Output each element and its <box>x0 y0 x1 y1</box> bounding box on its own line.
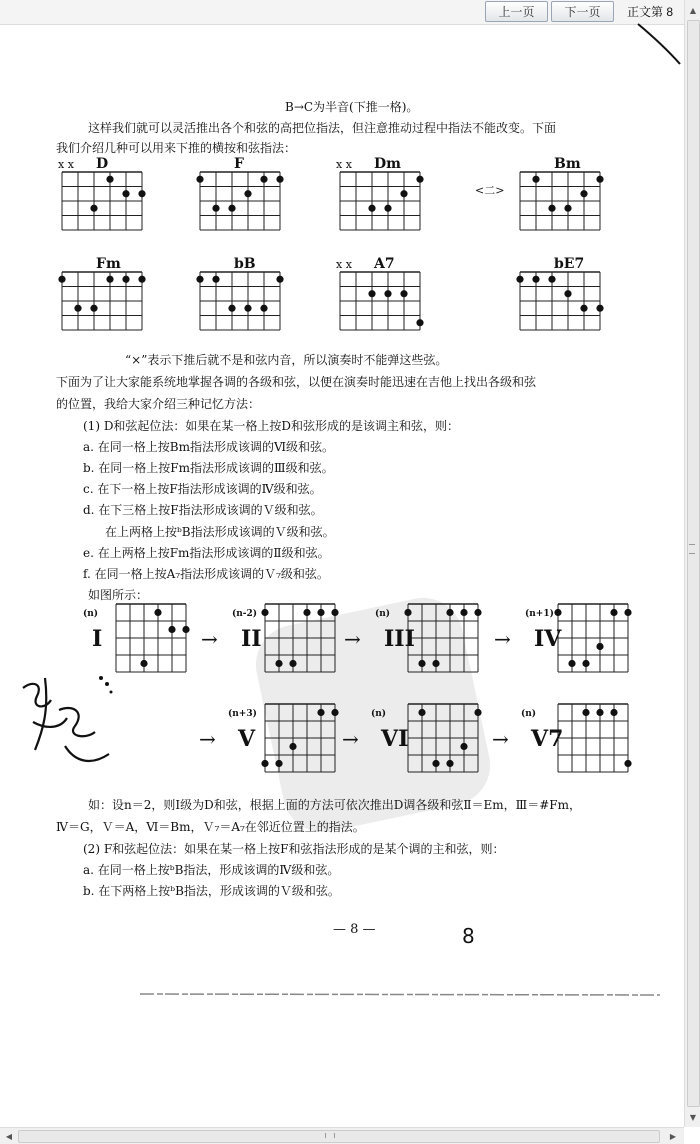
finger-dot <box>532 176 539 183</box>
fret-position-label: (n) <box>375 609 391 619</box>
fretboard-grid <box>558 704 628 772</box>
finger-dot <box>516 276 523 283</box>
finger-dot <box>564 290 571 297</box>
finger-dot <box>275 660 282 667</box>
para2-line-2: 的位置，我给大家介绍三种记忆方法： <box>56 397 261 411</box>
finger-dot <box>368 205 375 212</box>
fretboard-grid <box>200 172 280 230</box>
fretboard-grid <box>265 704 335 772</box>
method2-heading: (2) F和弦起位法：如果在某一格上按F和弦指法形成的是某个调的主和弦，则： <box>83 842 505 856</box>
bottom-scan-line <box>140 990 660 998</box>
finger-dot <box>138 276 145 283</box>
finger-dot <box>261 609 268 616</box>
method2-item: a. 在同一格上按ᵇB指法，形成该调的Ⅳ级和弦。 <box>83 863 340 877</box>
finger-dot <box>384 290 391 297</box>
finger-dot <box>474 609 481 616</box>
fret-position-label: (n) <box>371 709 387 719</box>
arrow-icon: → <box>199 727 216 751</box>
finger-dot <box>568 660 575 667</box>
finger-dot <box>580 190 587 197</box>
finger-dot <box>276 176 283 183</box>
finger-dot <box>416 176 423 183</box>
finger-dot <box>228 305 235 312</box>
finger-dot <box>446 609 453 616</box>
finger-dot <box>90 205 97 212</box>
fretboard-grid <box>265 604 335 672</box>
finger-dot <box>106 276 113 283</box>
horizontal-scrollbar[interactable] <box>0 1127 684 1144</box>
chord-label: bE7 <box>554 256 585 272</box>
finger-dot <box>182 626 189 633</box>
scroll-grip-icon <box>689 544 695 554</box>
degree-label: VI <box>381 726 409 752</box>
vertical-scroll-thumb[interactable] <box>687 20 700 1107</box>
fretboard-grid <box>520 172 600 230</box>
arrow-icon: → <box>494 627 511 651</box>
fret-position-label: (n+3) <box>228 709 257 719</box>
example-line-2: Ⅳ＝G，Ｖ＝A，Ⅵ＝Bm，Ｖ₇＝A₇在邻近位置上的指法。 <box>56 820 365 834</box>
scroll-down-icon[interactable]: ▼ <box>689 1112 697 1122</box>
chord-label: Fm <box>96 256 121 272</box>
arrow-icon: → <box>344 627 361 651</box>
mute-marks: x x <box>336 158 352 171</box>
finger-dot <box>404 609 411 616</box>
finger-dot <box>368 290 375 297</box>
finger-dot <box>460 743 467 750</box>
degree-label: V <box>238 726 256 752</box>
fretboard-grid <box>340 172 420 230</box>
fretboard-grid <box>408 704 478 772</box>
finger-dot <box>261 760 268 767</box>
method1-item: c. 在下一格上按F指法形成该调的Ⅳ级和弦。 <box>83 482 322 496</box>
finger-dot <box>400 190 407 197</box>
finger-dot <box>275 760 282 767</box>
note-line: “×”表示下推后就不是和弦内音，所以演奏时不能弹这些弦。 <box>125 353 448 367</box>
prev-page-button[interactable]: 上一页 <box>485 1 548 22</box>
finger-dot <box>331 609 338 616</box>
intro-line-2: 我们介绍几种可以用来下推的横按和弦指法： <box>56 141 297 155</box>
figure-caption: 如图所示： <box>88 588 149 602</box>
finger-dot <box>331 709 338 716</box>
method1-item: b. 在同一格上按Fm指法形成该调的Ⅲ级和弦。 <box>83 461 334 475</box>
finger-dot <box>548 205 555 212</box>
arrow-icon: → <box>342 727 359 751</box>
finger-dot <box>582 660 589 667</box>
finger-dot <box>416 319 423 326</box>
equiv-symbol: <二> <box>475 184 505 197</box>
example-line-1: 如：设n＝2，则Ⅰ级为D和弦，根据上面的方法可依次推出D调各级和弦Ⅱ＝Em，Ⅲ＝#Fm， <box>88 798 581 812</box>
scroll-up-icon[interactable]: ▲ <box>689 5 697 15</box>
finger-dot <box>244 190 251 197</box>
finger-dot <box>244 305 251 312</box>
method2-item: b. 在下两格上按ᵇB指法，形成该调的Ｖ级和弦。 <box>83 884 340 898</box>
finger-dot <box>317 609 324 616</box>
finger-dot <box>532 276 539 283</box>
finger-dot <box>432 760 439 767</box>
finger-dot <box>596 643 603 650</box>
fret-position-label: (n) <box>521 709 537 719</box>
finger-dot <box>168 626 175 633</box>
finger-dot <box>276 276 283 283</box>
finger-dot <box>212 205 219 212</box>
para2-line-1: 下面为了让大家能系统地掌握各调的各级和弦，以便在演奏时能迅速在吉他上找出各级和弦 <box>56 375 537 389</box>
finger-dot <box>122 190 129 197</box>
fretboard-grid <box>200 272 280 330</box>
finger-dot <box>106 176 113 183</box>
finger-dot <box>154 609 161 616</box>
finger-dot <box>582 709 589 716</box>
fretboard-grid <box>408 604 478 672</box>
finger-dot <box>260 305 267 312</box>
fret-position-label: (n+1) <box>525 609 554 619</box>
finger-dot <box>289 660 296 667</box>
degree-label: V7 <box>531 726 564 752</box>
finger-dot <box>384 205 391 212</box>
next-page-button[interactable]: 下一页 <box>551 1 614 22</box>
arrow-icon: → <box>492 727 509 751</box>
finger-dot <box>317 709 324 716</box>
finger-dot <box>596 176 603 183</box>
intro-line-1: 这样我们就可以灵活推出各个和弦的高把位指法，但注意推动过程中指法不能改变。下面 <box>88 121 557 135</box>
fretboard-grid <box>558 604 628 672</box>
fretboard-grid <box>62 272 142 330</box>
method1-item: 在上两格上按ᵇB指法形成该调的Ｖ级和弦。 <box>105 525 335 539</box>
finger-dot <box>446 760 453 767</box>
chord-label: F <box>234 156 244 172</box>
finger-dot <box>432 660 439 667</box>
handwritten-page-mark: 8 <box>462 924 475 948</box>
horizontal-scroll-thumb[interactable] <box>18 1130 660 1143</box>
page-number: — 8 — <box>333 922 376 937</box>
finger-dot <box>122 276 129 283</box>
scroll-right-icon[interactable]: ▶ <box>669 1131 677 1141</box>
fretboard-grid <box>340 272 420 330</box>
finger-dot <box>580 305 587 312</box>
finger-dot <box>610 609 617 616</box>
fretboard-grid <box>62 172 142 230</box>
page-indicator: 正文第 8 <box>627 5 674 19</box>
chord-diagrams <box>0 150 684 360</box>
finger-dot <box>400 290 407 297</box>
finger-dot <box>260 176 267 183</box>
finger-dot <box>548 276 555 283</box>
scroll-left-icon[interactable]: ◀ <box>5 1131 13 1141</box>
degree-label: I <box>92 626 103 652</box>
finger-dot <box>596 305 603 312</box>
finger-dot <box>554 609 561 616</box>
chord-label: bB <box>234 256 256 272</box>
degree-label: II <box>241 626 262 652</box>
degree-label: IV <box>534 626 562 652</box>
handwritten-scribble <box>15 670 125 780</box>
finger-dot <box>303 609 310 616</box>
finger-dot <box>418 709 425 716</box>
fretboard-grid <box>116 604 186 672</box>
finger-dot <box>90 305 97 312</box>
fret-position-label: (n) <box>83 609 99 619</box>
chord-label: Dm <box>374 156 401 172</box>
finger-dot <box>610 709 617 716</box>
fret-position-label: (n-2) <box>232 609 258 619</box>
method1-item: d. 在下三格上按F指法形成该调的Ｖ级和弦。 <box>83 503 323 517</box>
finger-dot <box>228 205 235 212</box>
degree-label: III <box>384 626 415 652</box>
corner-pen-stroke <box>630 18 684 68</box>
mute-marks: x x <box>336 258 352 271</box>
finger-dot <box>596 709 603 716</box>
finger-dot <box>564 205 571 212</box>
fretboard-grid <box>520 272 600 330</box>
finger-dot <box>418 660 425 667</box>
finger-dot <box>474 709 481 716</box>
finger-dot <box>138 190 145 197</box>
hscroll-grip-icon <box>325 1133 335 1138</box>
mute-marks: x x <box>58 158 74 171</box>
finger-dot <box>460 609 467 616</box>
method1-item: a. 在同一格上按Bm指法形成该调的Ⅵ级和弦。 <box>83 440 335 454</box>
finger-dot <box>196 276 203 283</box>
finger-dot <box>196 176 203 183</box>
method1-item: f. 在同一格上按A₇指法形成该调的Ｖ₇级和弦。 <box>83 567 329 581</box>
arrow-icon: → <box>201 627 218 651</box>
chord-label: A7 <box>374 256 395 272</box>
finger-dot <box>624 609 631 616</box>
vertical-scrollbar[interactable] <box>684 0 700 1127</box>
finger-dot <box>140 660 147 667</box>
title-line: B→C为半音(下推一格)。 <box>285 100 419 114</box>
toolbar <box>0 0 684 25</box>
finger-dot <box>289 743 296 750</box>
method1-item: e. 在上两格上按Fm指法形成该调的Ⅱ级和弦。 <box>83 546 330 560</box>
finger-dot <box>624 760 631 767</box>
chord-label: Bm <box>554 156 581 172</box>
finger-dot <box>212 276 219 283</box>
method1-heading: (1) D和弦起位法：如果在某一格上按D和弦形成的是该调主和弦，则： <box>83 419 460 433</box>
finger-dot <box>58 276 65 283</box>
finger-dot <box>74 305 81 312</box>
chord-label: D <box>96 156 109 172</box>
